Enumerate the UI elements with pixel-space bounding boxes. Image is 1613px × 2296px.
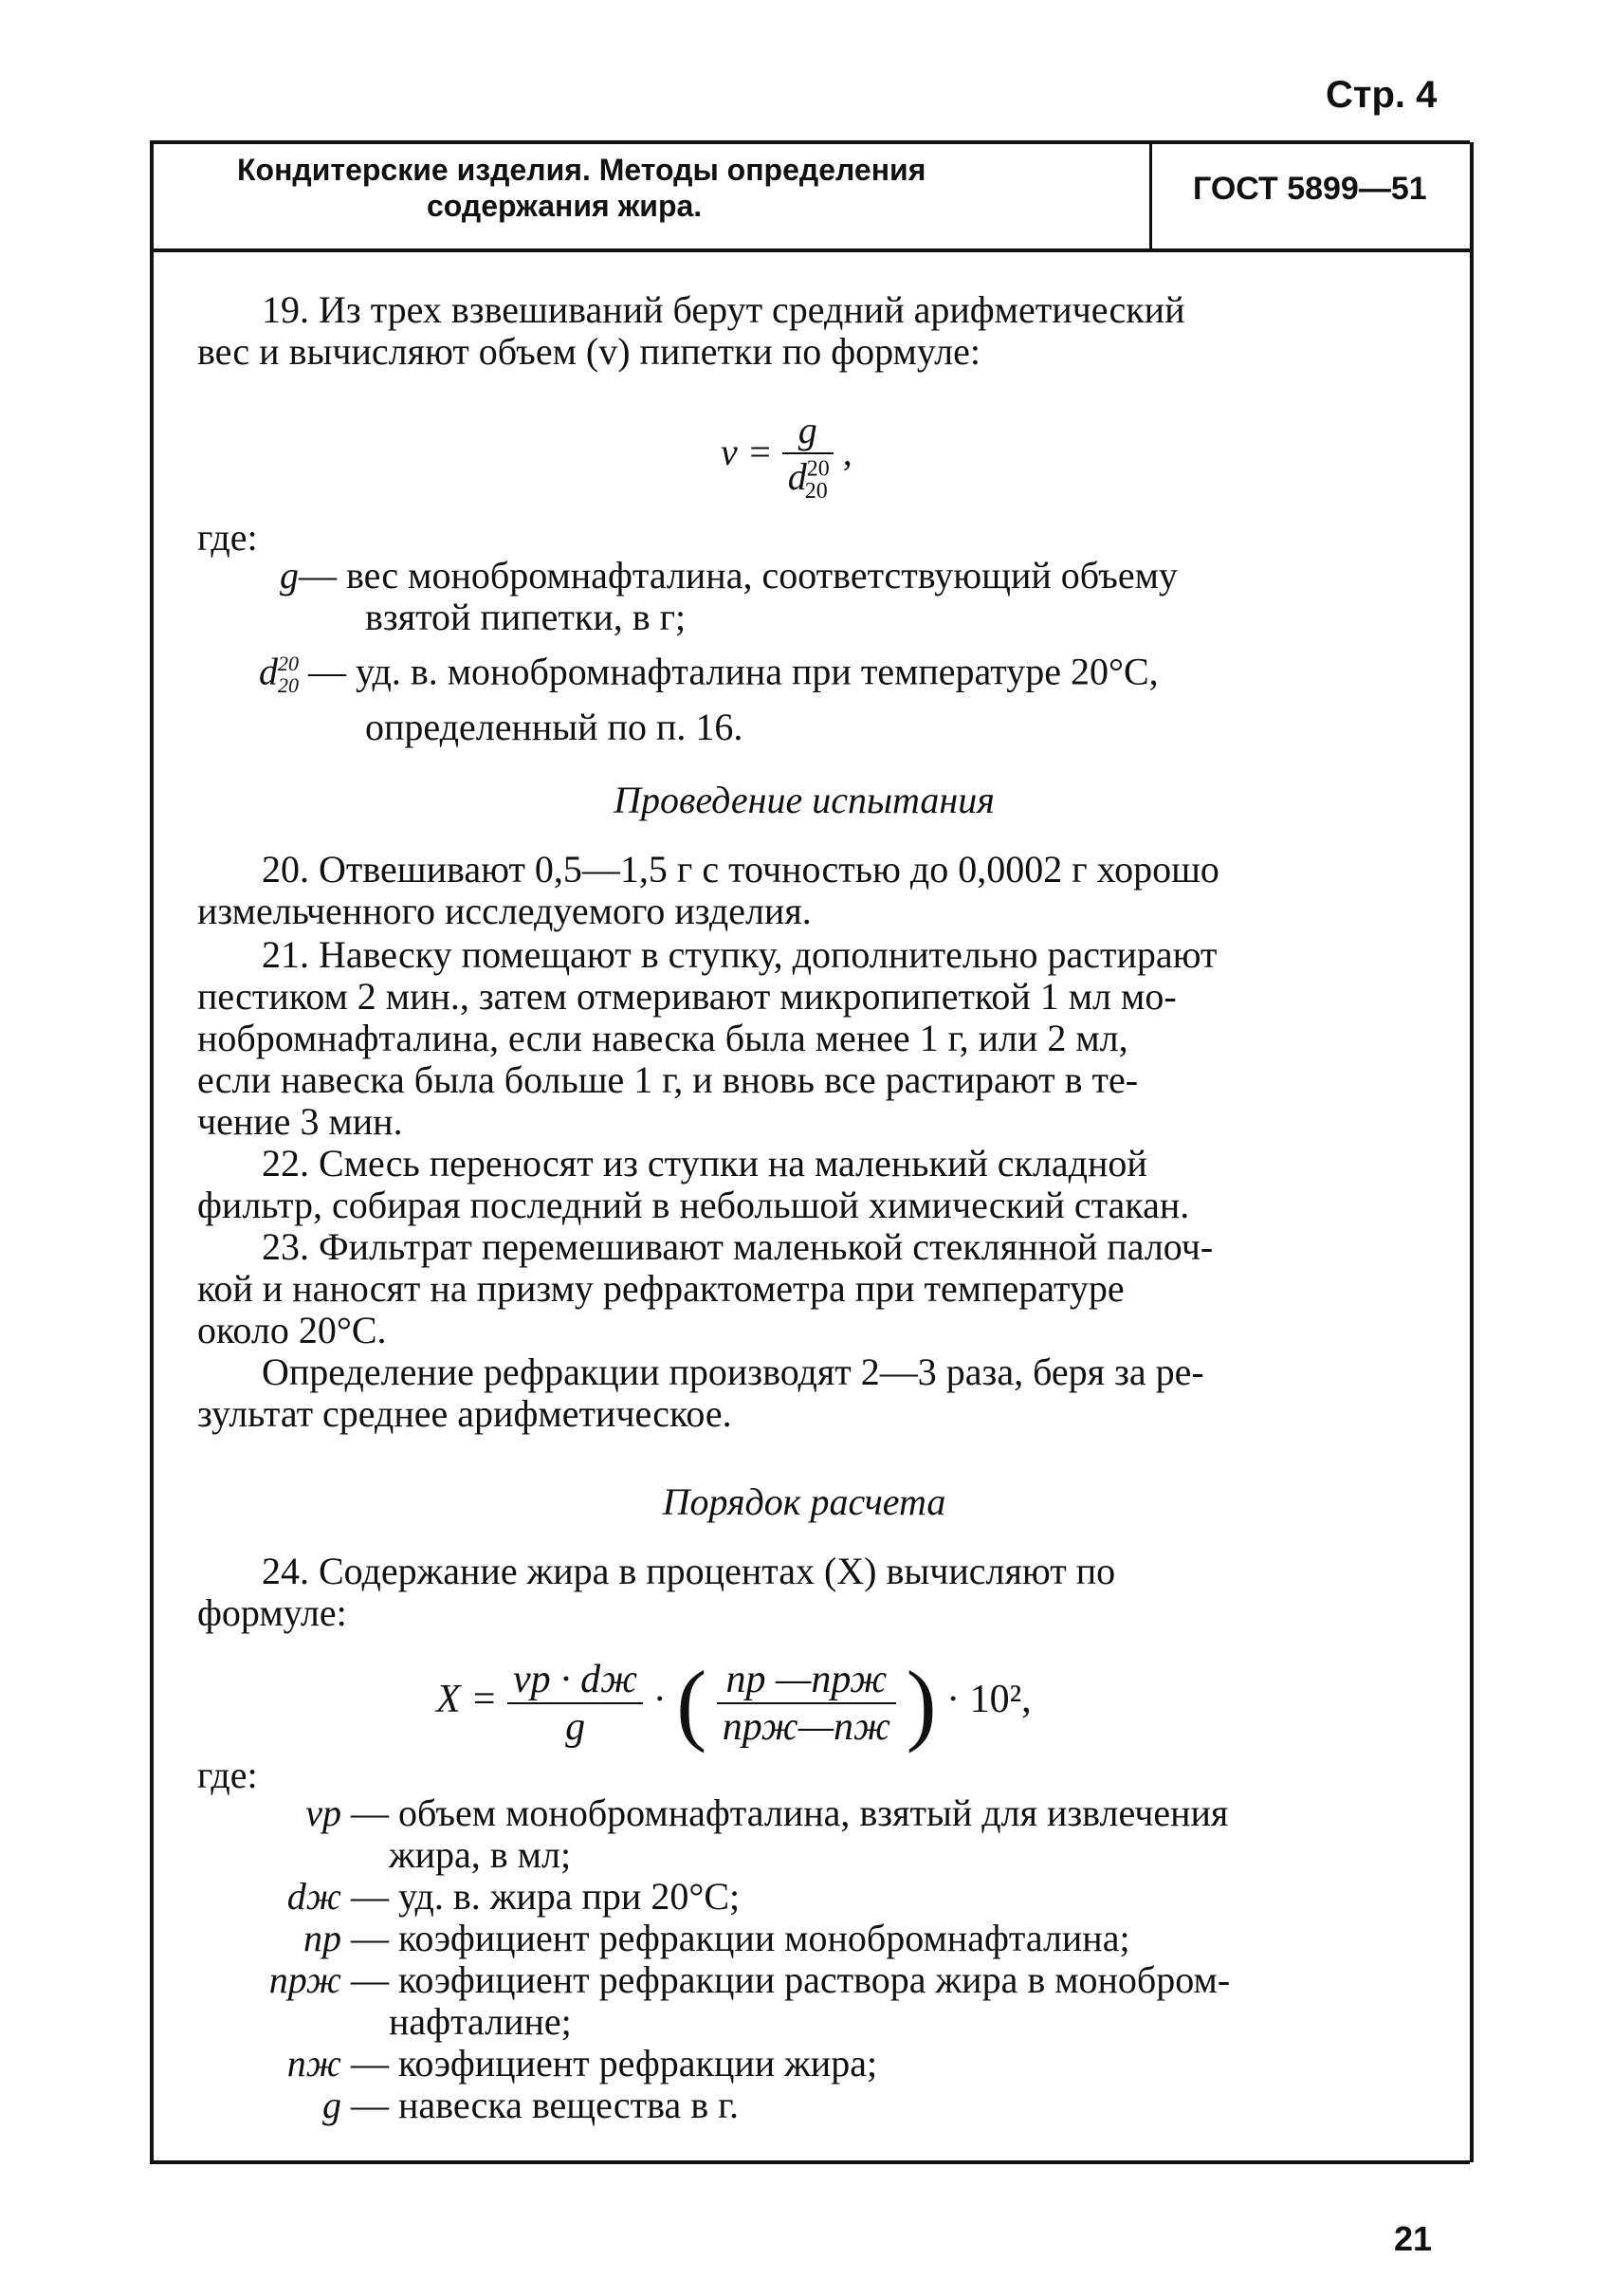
- title-line-1: Кондитерские изделия. Методы определения: [237, 153, 926, 187]
- formula-fraction-2: $\frac{\text{nр —nрж}}{\text{nрж—nж}}$: [717, 1657, 896, 1750]
- header-top-rule: [150, 140, 1470, 144]
- definition-nr: nр — коэфициент рефракции монобромнафталина;: [303, 1917, 1130, 1959]
- paragraph-20: [197, 849, 1411, 932]
- text-line: 21. Навеску помещают в ступку, дополнительно растирают: [262, 933, 1218, 976]
- paragraph-24: [197, 1551, 1411, 1634]
- where-label: где:: [197, 1754, 258, 1796]
- paragraph-refraction: [197, 1351, 1411, 1435]
- text-line: формуле:: [197, 1591, 347, 1634]
- formula-volume: [721, 408, 852, 505]
- paragraph-19: [197, 289, 1411, 373]
- definition-list: vр — объем монобромнафталина, взятый для извлечения жира, в мл; dж — уд. в. жира при 20°С; nр — коэфициент рефракции монобромнафталина; nрж — коэфициент рефракции раствора жира в монобром- нафталине; nж — коэфициент рефракции жира; g — навеска вещества в г.: [237, 1792, 1413, 2126]
- text-line: чение 3 мин.: [197, 1100, 403, 1143]
- gost-number: ГОСТ 5899—51: [1193, 171, 1427, 207]
- text-line: 24. Содержание жира в процентах (X) вычисляют по: [262, 1550, 1116, 1592]
- text-line: нобромнафталина, если навеска была менее 1 г, или 2 мл,: [197, 1017, 1128, 1059]
- section-heading-calculation: Порядок расчета: [662, 1480, 946, 1523]
- text-line: пестиком 2 мин., затем отмеривают микропипеткой 1 мл мо-: [197, 975, 1177, 1018]
- right-paren: ): [906, 1652, 937, 1754]
- left-paren: (: [676, 1652, 707, 1754]
- text-line: 22. Смесь переносят из ступки на маленький складной: [262, 1142, 1147, 1185]
- text-line: 20. Отвешивают 0,5—1,5 г с точностью до 0,0002 г хорошо: [262, 848, 1219, 891]
- formula-lhs: X =: [436, 1678, 498, 1722]
- definition-g2: g — навеска вещества в г.: [322, 2084, 739, 2126]
- where-label: где:: [197, 516, 258, 559]
- text-line: 19. Из трех взвешиваний берут средний арифметический: [262, 288, 1185, 331]
- text-line: вес и вычисляют объем (v) пипетки по формуле:: [197, 330, 981, 373]
- paragraph-22: [197, 1143, 1411, 1226]
- text-line: фильтр, собирая последний в небольшой химический стакан.: [197, 1184, 1190, 1226]
- formula-fat-content: [436, 1650, 1032, 1755]
- formula-numerator: g: [782, 408, 834, 454]
- text-line: кой и наносят на призму рефрактометра при температуре: [197, 1267, 1125, 1310]
- section-heading-testing: Проведение испытания: [614, 779, 995, 821]
- text-line: 23. Фильтрат перемешивают маленькой стеклянной палоч-: [262, 1225, 1214, 1268]
- paragraph-21: [197, 934, 1411, 1143]
- formula-fraction: [782, 408, 834, 505]
- formula-lhs: v =: [721, 431, 773, 474]
- page-number-bottom: 21: [1394, 2219, 1433, 2258]
- header-divider: [1149, 142, 1152, 248]
- definition-vr: vр — объем монобромнафталина, взятый для извлечения: [305, 1791, 1229, 1834]
- definition-g: g— вес монобромнафталина, соответствующий объему взятой пипетки, в г;: [280, 554, 1178, 638]
- formula-tail: ,: [842, 431, 852, 474]
- footer-rule: [150, 2160, 1470, 2164]
- text-line: измельченного исследуемого изделия.: [197, 890, 812, 932]
- formula-fraction-1: $\frac{vр \cdot dж}{g}$: [507, 1657, 643, 1750]
- paragraph-23: [197, 1226, 1411, 1351]
- header-bottom-rule: [150, 248, 1470, 252]
- definition-nrzh: nрж — коэфициент рефракции раствора жира в монобром-: [268, 1958, 1231, 2001]
- text-line: около 20°С.: [197, 1309, 387, 1351]
- formula-denominator: $d^{20}_{20}$: [787, 455, 830, 504]
- text-line: Определение рефракции производят 2—3 раза, беря за ре-: [262, 1350, 1204, 1393]
- text-line: зультат среднее арифметическое.: [197, 1392, 732, 1435]
- definition-nzh: nж — коэфициент рефракции жира;: [286, 2042, 878, 2085]
- formula-tail: · 10²,: [946, 1678, 1032, 1722]
- definition-d20: $d^{20}_{20}$ — уд. в. монобромнафталина при температуре 20°С, определенный по п. 16.: [259, 650, 1159, 749]
- document-title: [237, 152, 1091, 224]
- text-line: если навеска была больше 1 г, и вновь все растирают в те-: [197, 1058, 1139, 1101]
- definition-dzh: dж — уд. в. жира при 20°С;: [286, 1875, 741, 1918]
- page-number-top: Стр. 4: [1326, 74, 1438, 116]
- formula-dot: ·: [652, 1678, 667, 1722]
- title-line-2: содержания жира.: [427, 189, 703, 223]
